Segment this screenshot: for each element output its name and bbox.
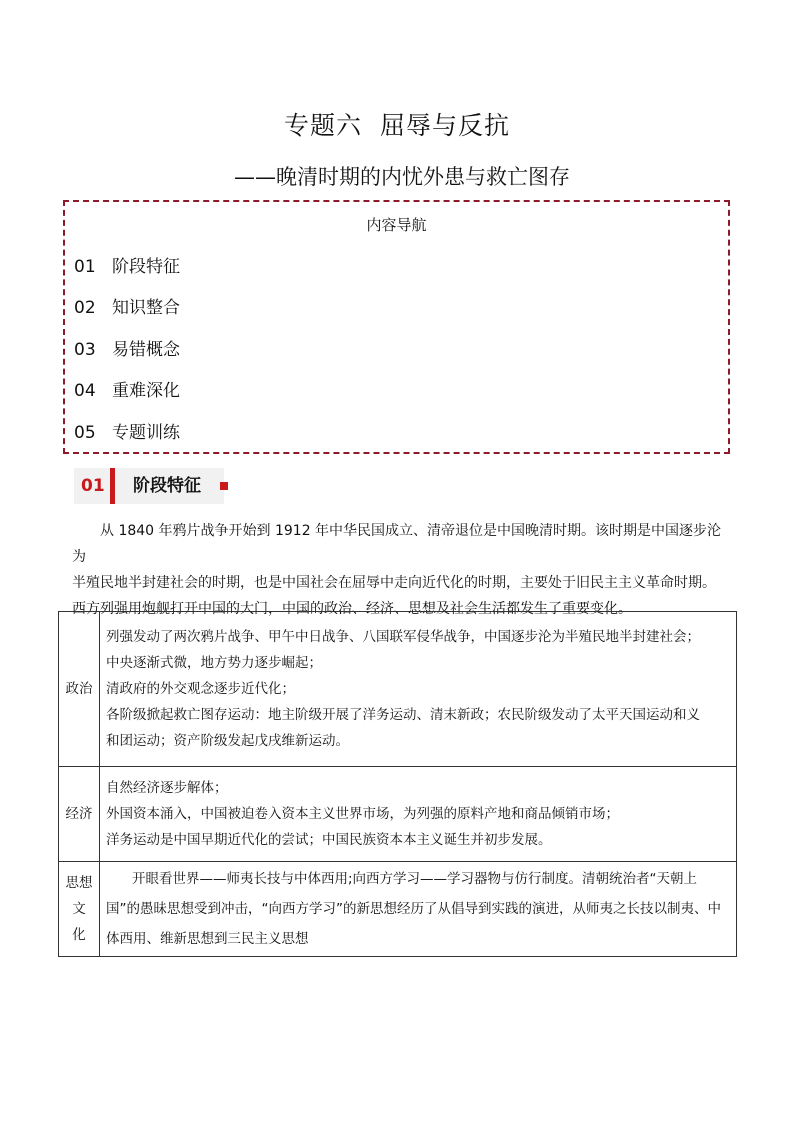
nav-item-2[interactable] [74,296,180,320]
table-row-politics [59,612,737,767]
content-line: 清政府的外交观念逐步近代化； [106,681,295,697]
nav-item-number: 04 [74,381,96,401]
content-navigation-box [63,200,730,454]
content-line: 列强发动了两次鸦片战争、甲午中日战争、八国联军侵华战争，中国逐步沦为半殖民地半封建社会； [106,629,700,645]
title-part-1: 专题六 [283,111,362,140]
nav-item-label: 知识整合 [112,298,180,318]
section-number: 01 [81,476,105,496]
square-bullet-icon [220,482,228,490]
content-cell [100,612,737,767]
content-line: 自然经济逐步解体； [106,780,228,796]
content-line: 各阶级掀起救亡图存运动：地主阶级开展了洋务运动、清末新政；农民阶级发动了太平天国运动和义 [106,707,700,723]
stage-features-table [58,611,737,957]
content-line: 中央逐渐式微，地方势力逐步崛起； [106,655,322,671]
content-cell [100,767,737,862]
category-line: 思想文 [65,875,93,917]
content-line: 洋务运动是中国早期近代化的尝试；中国民族资本本主义诞生并初步发展。 [106,832,552,848]
nav-item-number: 05 [74,423,96,443]
nav-item-5[interactable] [74,421,180,445]
document-title [0,108,794,144]
category-cell: 经济 [59,767,100,862]
nav-item-number: 02 [74,298,96,318]
nav-item-4[interactable] [74,379,180,403]
section-header [74,468,234,504]
intro-line: 半殖民地半封建社会的时期，也是中国社会在屈辱中走向近代化的时期，主要处于旧民主主义革命时期。 [72,575,716,591]
content-line: 和团运动；资产阶级发起戊戌维新运动。 [106,733,349,749]
intro-paragraph [72,518,722,622]
nav-item-number: 01 [74,257,96,277]
nav-heading: 内容导航 [366,216,427,234]
category-cell [59,862,100,957]
category-line: 化 [72,927,86,943]
nav-item-3[interactable] [74,338,180,362]
content-cell [100,862,737,957]
nav-item-label: 易错概念 [112,340,180,360]
content-line: 外国资本涌入，中国被迫卷入资本主义世界市场，为列强的原料产地和商品倾销市场； [106,806,619,822]
nav-item-label: 专题训练 [112,423,180,443]
table-row-thought-culture [59,862,737,957]
table-row-economy [59,767,737,862]
nav-item-1[interactable] [74,255,180,279]
nav-item-label: 重难深化 [112,381,180,401]
category-cell: 政治 [59,612,100,767]
intro-line: 从 1840 年鸦片战争开始到 1912 年中华民国成立、清帝退位是中国晚清时期。该时期是中国逐步沦为 [72,523,722,565]
document-subtitle: ——晚清时期的内忧外患与救亡图存 [234,165,570,189]
intro-line: 西方列强用炮舰打开中国的大门，中国的政治、经济、思想及社会生活都发生了重要变化。 [72,601,632,617]
nav-item-label: 阶段特征 [112,257,180,277]
section-title: 阶段特征 [133,476,201,496]
content-paragraph: 开眼看世界——师夷长技与中体西用;向西方学习——学习器物与仿行制度。清朝统治者“天朝上国”的愚昧思想受到冲击，“向西方学习”的新思想经历了从倡导到实践的演进，从师夷之长技以制夷、中体西用、维新思想到三民主义思想 [106,871,721,947]
nav-item-number: 03 [74,340,96,360]
section-accent-bar [110,468,115,504]
title-part-2: 屈辱与反抗 [380,111,511,140]
